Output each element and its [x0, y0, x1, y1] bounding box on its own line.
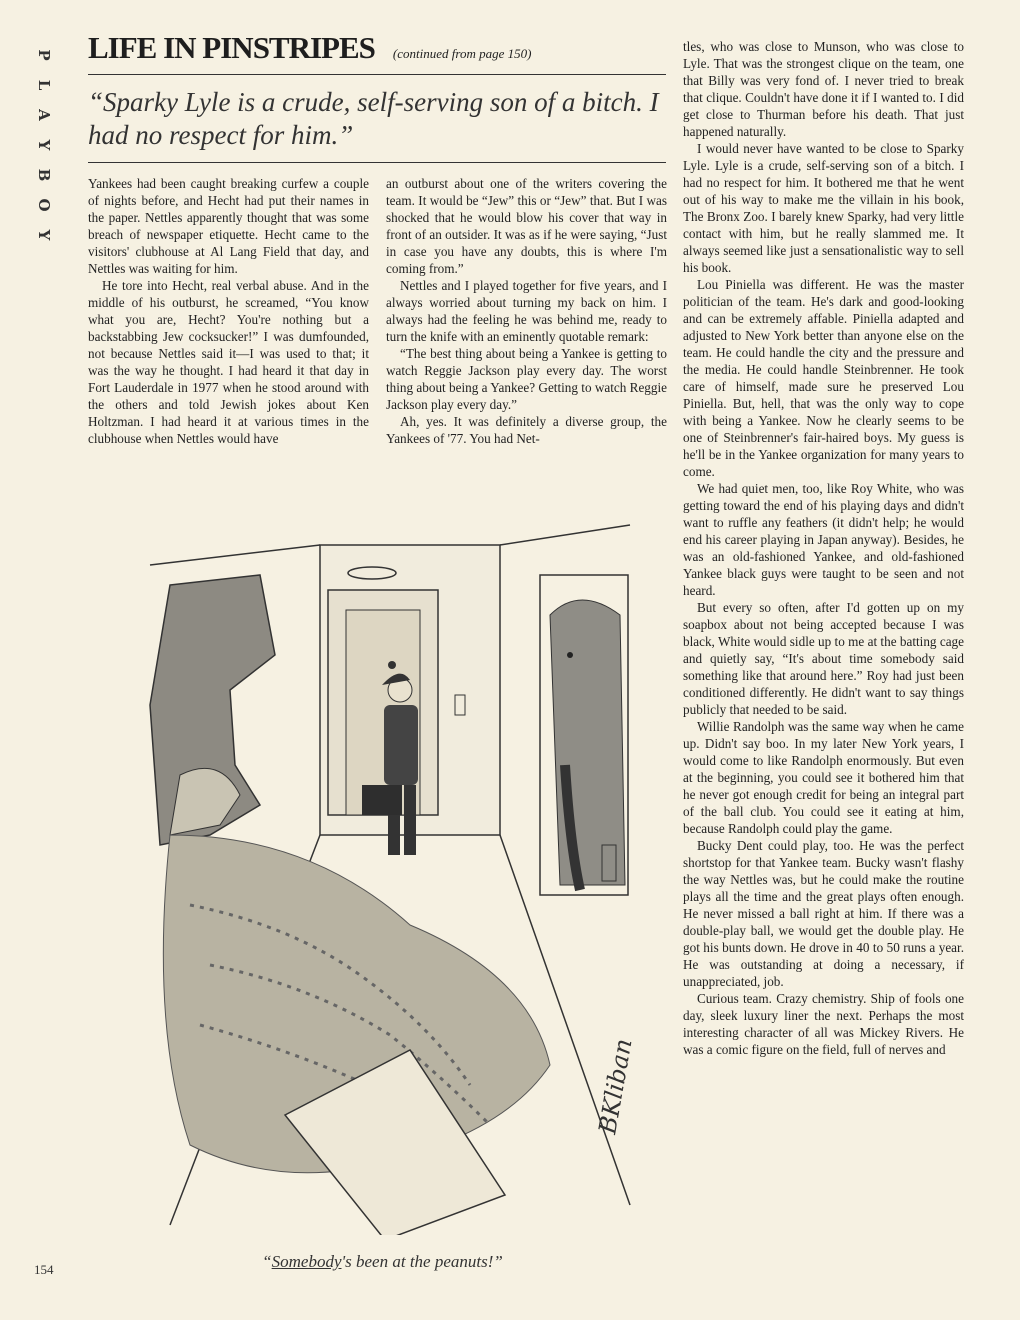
elephant	[550, 600, 625, 885]
paragraph: Nettles and I played together for five years, and I always worried about turning my back on him. I always had the feeling he was behind me, ready to turn the knife with an eminently quotable remark:	[386, 278, 667, 344]
paragraph: Lou Piniella was different. He was the master politician of the team. He's dark and good-looking and can be extremely affable. Piniella adapted and adjusted to New York better than anyone else on the team. He could handle the city and the pressure and the media. He could handle Steinbrenner. He took care of himself, made sure he preserved Lou Piniella. But, hell, that was the only way to cope with being a Yankee. Now he clearly seems to be one of Steinbrenner's fair-haired boys. My guess is he'll be in the Yankee organization for many years to come.	[683, 277, 964, 479]
article-header	[88, 30, 666, 66]
caption-underlined-word: Somebody	[271, 1252, 342, 1271]
paragraph: But every so often, after I'd gotten up on my soapbox about not being accepted because I was black, White would sidle up to me at the batting cage and quietly say, “It's about time somebody said something like that around here.” Roy had just been conditioned differently. He didn't want to say things publicly that needed to be said.	[683, 600, 964, 717]
side-letter: P	[35, 49, 53, 61]
magazine-name-vertical	[28, 40, 53, 250]
text-column-2	[386, 175, 667, 447]
article-title: LIFE IN PINSTRIPES	[88, 30, 375, 65]
paragraph: an outburst about one of the writers covering the team. It would be “Jew” this or “Jew” that. But I was shocked that he would blow his cover that way in front of an outsider. It was as if he were saying, “Just in case you have any doubts, this is where I'm coming from.”	[386, 176, 667, 276]
paragraph: Bucky Dent could play, too. He was the perfect shortstop for that Yankee team. Bucky wasn't flashy the way Nettles was, but he could make the routine plays all the time and the great plays often enough. He never missed a ball right at him. If there was a double-play ball, we would get the double play. He got his bunts down. He drove in 40 to 50 runs a year. He was outstanding at doing a necessary, if unappreciated, job.	[683, 838, 964, 989]
text-column-1	[88, 175, 369, 447]
text-column-3	[683, 38, 964, 1058]
cartoon-illustration	[110, 505, 655, 1235]
side-letter: O	[35, 198, 53, 212]
side-letter: Y	[35, 139, 53, 151]
pull-quote: “Sparky Lyle is a crude, self-serving son of a bitch. I had no respect for him.”	[88, 87, 659, 150]
continued-note: (continued from page 150)	[392, 46, 532, 61]
cartoon-caption: “Somebody's been at the peanuts!”	[262, 1252, 503, 1271]
side-letter: A	[35, 109, 53, 121]
paragraph: Yankees had been caught breaking curfew a couple of nights before, and Hecht had put their names in the paper. Nettles apparently thought that was some breach of newspaper etiquette. Hecht came to the visitors' clubhouse at Al Lang Field that day, and Nettles was waiting for him.	[88, 176, 369, 276]
header-rule	[88, 74, 666, 75]
side-letter: Y	[35, 229, 53, 241]
side-letter: B	[35, 168, 53, 182]
cartoonist-signature: BKliban	[593, 1036, 638, 1137]
paragraph: I would never have wanted to be close to Sparky Lyle. Lyle is a crude, self-serving son of a bitch. I had no respect for him. It bothered me that he went out of his way to make me the villain in his book, The Bronx Zoo. I barely knew Sparky, had very little contact with him, but he really slammed me. It always seemed like just a sensationalistic way to sell his book.	[683, 141, 964, 275]
paragraph: Curious team. Crazy chemistry. Ship of fools one day, sleek luxury liner the next. Perhaps the most interesting character of all was Mickey Rivers. He was a comic figure on the field, full of nerves and	[683, 991, 964, 1057]
paragraph: tles, who was close to Munson, who was close to Lyle. That was the strongest clique on the team, one that Billy was very fond of. I never tried to break that clique. Couldn't have done it if I wanted to. I did get close to Thurman before his death. That just happened naturally.	[683, 39, 964, 139]
pull-quote-rule	[88, 162, 666, 163]
side-letter: L	[35, 79, 53, 91]
paragraph: “The best thing about being a Yankee is getting to watch Reggie Jackson play every day. The worst thing about being a Yankee? Getting to watch Reggie Jackson play every day.”	[386, 346, 667, 412]
page-number: 154	[34, 1262, 54, 1277]
paragraph: Ah, yes. It was definitely a diverse group, the Yankees of '77. You had Net-	[386, 414, 667, 446]
paragraph: He tore into Hecht, real verbal abuse. And in the middle of his outburst, he screamed, “You know what you are, Hecht? You're nothing but a backstabbing Jew cocksucker!” I was dumfounded, not because Nettles said it—I was used to that; it was the way he thought. I had heard it that day in Fort Lauderdale in 1977 when he stood around with the others and told Jewish jokes about Ken Holtzman. I had heard it at various times in the clubhouse when Nettles would have	[88, 278, 369, 446]
paragraph: Willie Randolph was the same way when he came up. Didn't say boo. In my later New York years, I would come to like Randolph enormously. But even at the beginning, you could see it bothered him that he never got enough credit for being an integral part of the ball club. You could see it eating at him, because Randolph could play the game.	[683, 719, 964, 836]
paragraph: We had quiet men, too, like Roy White, who was getting toward the end of his playing days and didn't want to ruffle any feathers (it didn't help; he would end his career playing in Japan anyway). Besides, he was an old-fashioned Yankee, and old-fashioned Yankee black guys were taught to be seen and not heard.	[683, 481, 964, 598]
